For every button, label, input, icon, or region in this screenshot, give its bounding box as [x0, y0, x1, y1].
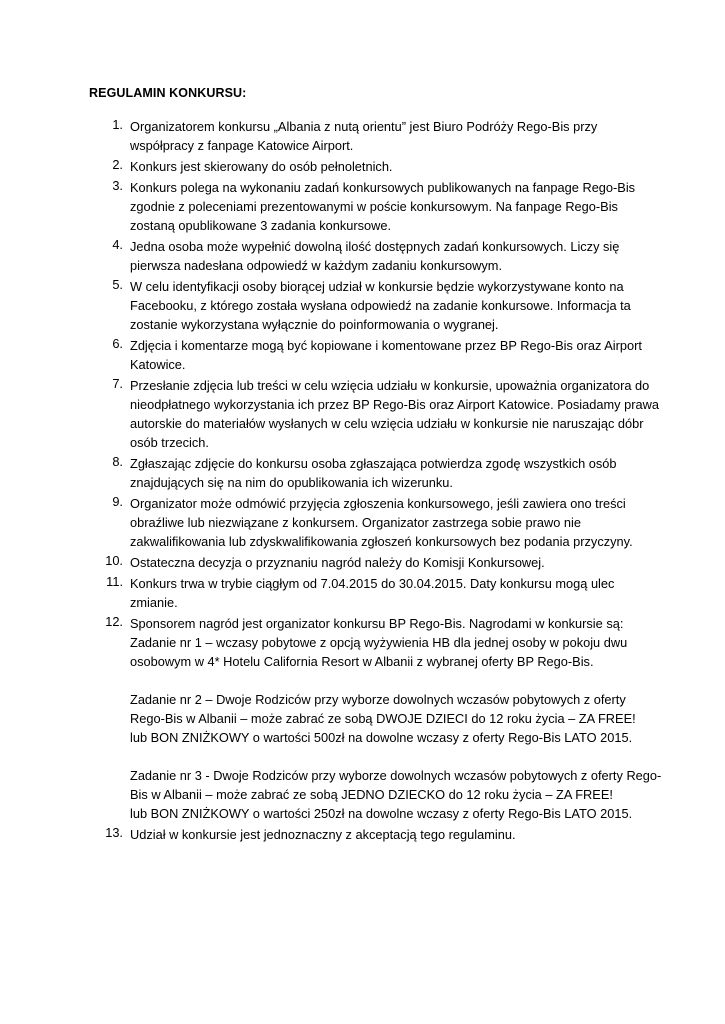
- rule-item: [97, 117, 657, 155]
- rule-text-line: Konkurs polega na wykonaniu zadań konkursowych publikowanych na fanpage Rego-Bis: [130, 180, 636, 195]
- rule-number: 4.: [112, 237, 123, 252]
- rule-item: [97, 825, 657, 844]
- rule-text-line: Zadanie nr 2 – Dwoje Rodziców przy wyborze dowolnych wczasów pobytowych z oferty: [130, 692, 626, 707]
- rule-text-line: pierwsza nadesłana odpowiedź w każdym zadaniu konkursowym.: [130, 258, 503, 273]
- rule-number: 13.: [105, 825, 123, 840]
- rule-item: [97, 553, 657, 572]
- rule-text-line: nieodpłatnego wykorzystania ich przez BP Rego-Bis oraz Airport Katowice. Posiadamy prawa: [130, 397, 659, 412]
- rule-number: 7.: [112, 376, 123, 391]
- blank-line: [130, 747, 657, 766]
- rule-text-line: Udział w konkursie jest jednoznaczny z akceptacją tego regulaminu.: [130, 827, 516, 842]
- rule-item: [97, 494, 657, 551]
- rule-text-line: Konkurs jest skierowany do osób pełnoletnich.: [130, 159, 393, 174]
- rule-item: [97, 178, 657, 235]
- rule-text-line: osób trzecich.: [130, 435, 209, 450]
- rule-item: [97, 376, 657, 452]
- rule-text-line: Organizator może odmówić przyjęcia zgłoszenia konkursowego, jeśli zawiera ono treści: [130, 496, 626, 511]
- rule-text-line: Sponsorem nagród jest organizator konkursu BP Rego-Bis. Nagrodami w konkursie są:: [130, 616, 624, 631]
- rule-number: 10.: [105, 553, 123, 568]
- rule-item: [97, 336, 657, 374]
- rule-text-line: lub BON ZNIŻKOWY o wartości 250zł na dowolne wczasy z oferty Rego-Bis LATO 2015.: [130, 806, 633, 821]
- rule-text-line: Zgłaszając zdjęcie do konkursu osoba zgłaszająca potwierdza zgodę wszystkich osób: [130, 456, 617, 471]
- blank-line: [130, 671, 657, 690]
- rule-number: 12.: [105, 614, 123, 629]
- rule-text-line: zgodnie z poleceniami prezentowanymi w poście konkursowym. Na fanpage Rego-Bis: [130, 199, 618, 214]
- rule-item: [97, 277, 657, 334]
- rule-text-line: osobowym w 4* Hotelu California Resort w Albanii z wybranej oferty BP Rego-Bis.: [130, 654, 594, 669]
- rule-text-line: Katowice.: [130, 357, 186, 372]
- rule-text-line: Ostateczna decyzja o przyznaniu nagród należy do Komisji Konkursowej.: [130, 555, 545, 570]
- rules-list: [97, 117, 662, 846]
- rule-number: 11.: [106, 574, 123, 589]
- rule-text-line: zakwalifikowania lub zdyskwalifikowania zgłoszeń konkursowych bez podania przyczyny.: [130, 534, 633, 549]
- rule-text-line: Zadanie nr 3 - Dwoje Rodziców przy wyborze dowolnych wczasów pobytowych z oferty Rego-: [130, 768, 662, 783]
- rule-text-line: lub BON ZNIŻKOWY o wartości 500zł na dowolne wczasy z oferty Rego-Bis LATO 2015.: [130, 730, 633, 745]
- rule-number: 9.: [112, 494, 123, 509]
- rule-number: 2.: [112, 157, 123, 172]
- rule-item: [97, 157, 657, 176]
- rule-text-line: Organizatorem konkursu „Albania z nutą orientu” jest Biuro Podróży Rego-Bis przy: [130, 119, 598, 134]
- rule-text-line: Jedna osoba może wypełnić dowolną ilość dostępnych zadań konkursowych. Liczy się: [130, 239, 620, 254]
- rule-text-line: Przesłanie zdjęcia lub treści w celu wzięcia udziału w konkursie, upoważnia organizatora do: [130, 378, 650, 393]
- rule-text-line: Facebooku, z którego została wysłana odpowiedź na zadanie konkursowe. Informacja ta: [130, 298, 631, 313]
- rule-text-line: Rego-Bis w Albanii – może zabrać ze sobą DWOJE DZIECI do 12 roku życia – ZA FREE!: [130, 711, 636, 726]
- rule-text-line: obraźliwe lub niezwiązane z konkursem. Organizator zastrzega sobie prawo nie: [130, 515, 581, 530]
- rule-number: 1.: [112, 117, 123, 132]
- rule-item: [97, 614, 662, 823]
- rule-text-line: Zdjęcia i komentarze mogą być kopiowane i komentowane przez BP Rego-Bis oraz Airport: [130, 338, 642, 353]
- rule-text-line: współpracy z fanpage Katowice Airport.: [130, 138, 354, 153]
- rule-number: 6.: [112, 336, 123, 351]
- document-title: REGULAMIN KONKURSU:: [89, 86, 247, 100]
- rule-number: 8.: [112, 454, 123, 469]
- rule-text-line: autorskie do materiałów wysłanych w celu wzięcia udziału w konkursie nie naruszając dóbr: [130, 416, 644, 431]
- rule-text-line: znajdujących się na nim do opublikowania ich wizerunku.: [130, 475, 453, 490]
- rule-text-line: zostaną opublikowane 3 zadania konkursowe.: [130, 218, 392, 233]
- rule-text-line: W celu identyfikacji osoby biorącej udział w konkursie będzie wykorzystywane konto na: [130, 279, 624, 294]
- rule-text-line: zostanie wykorzystana wyłącznie do poinformowania o wygranej.: [130, 317, 499, 332]
- rule-item: [97, 454, 657, 492]
- rule-text-line: Bis w Albanii – może zabrać ze sobą JEDNO DZIECKO do 12 roku życia – ZA FREE!: [130, 787, 613, 802]
- rule-item: [97, 237, 657, 275]
- rule-number: 5.: [112, 277, 123, 292]
- rule-text-line: Konkurs trwa w trybie ciągłym od 7.04.2015 do 30.04.2015. Daty konkursu mogą ulec: [130, 576, 615, 591]
- rule-text-line: zmianie.: [130, 595, 178, 610]
- rule-item: [97, 574, 657, 612]
- rule-number: 3.: [112, 178, 123, 193]
- rule-text-line: Zadanie nr 1 – wczasy pobytowe z opcją wyżywienia HB dla jednej osoby w pokoju dwu: [130, 635, 628, 650]
